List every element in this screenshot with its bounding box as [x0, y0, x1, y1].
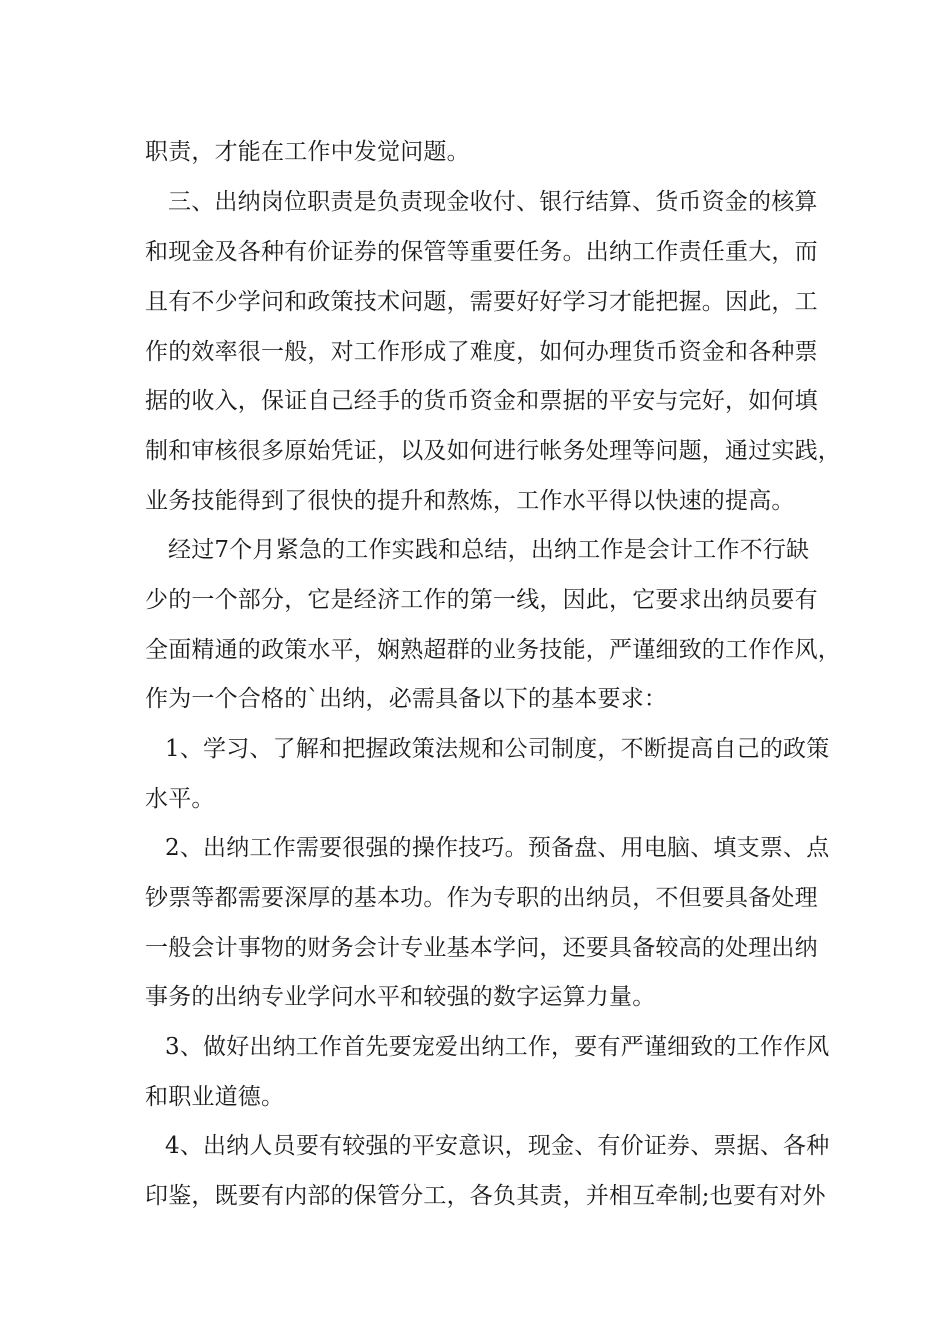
text-line: 据的收入，保证自己经手的货币资金和票据的平安与完好，如何填 — [145, 388, 818, 414]
text-line: 事务的出纳专业学问水平和较强的数字运算力量。 — [145, 984, 656, 1010]
text-line: 4、出纳人员要有较强的平安意识，现金、有价证券、票据、各种 — [165, 1133, 830, 1159]
text-line: 1、学习、了解和把握政策法规和公司制度，不断提高自己的政策 — [165, 736, 830, 762]
text-line: 作为一个合格的`出纳，必需具备以下的基本要求： — [145, 686, 668, 712]
text-line: 业务技能得到了很快的提升和熬炼，工作水平得以快速的提高。 — [145, 488, 795, 514]
text-line: 职责，才能在工作中发觉问题。 — [145, 139, 470, 165]
text-line: 水平。 — [145, 786, 215, 812]
text-line: 且有不少学问和政策技术问题，需要好好学习才能把握。因此，工 — [145, 289, 818, 315]
text-line: 3、做好出纳工作首先要宠爱出纳工作，要有严谨细致的工作作风 — [165, 1034, 830, 1060]
text-line: 全面精通的政策水平，娴熟超群的业务技能，严谨细致的工作作风， — [145, 637, 841, 663]
text-line: 三、出纳岗位职责是负责现金收付、银行结算、货币资金的核算 — [168, 189, 818, 215]
text-line: 和现金及各种有价证券的保管等重要任务。出纳工作责任重大，而 — [145, 239, 818, 265]
text-line: 作的效率很一般，对工作形成了难度，如何办理货币资金和各种票 — [145, 339, 818, 365]
text-line: 少的一个部分，它是经济工作的第一线，因此，它要求出纳员要有 — [145, 587, 818, 613]
text-line: 经过7个月紧急的工作实践和总结，出纳工作是会计工作不行缺 — [168, 537, 810, 563]
text-line: 一般会计事物的财务会计专业基本学问，还要具备较高的处理出纳 — [145, 935, 818, 961]
text-line: 和职业道德。 — [145, 1084, 285, 1110]
text-line: 制和审核很多原始凭证，以及如何进行帐务处理等问题，通过实践， — [145, 438, 841, 464]
text-line: 钞票等都需要深厚的基本功。作为专职的出纳员，不但要具备处理 — [145, 885, 818, 911]
text-line: 印鉴，既要有内部的保管分工，各负其责，并相互牵制;也要有对外 — [145, 1183, 826, 1209]
text-line: 2、出纳工作需要很强的操作技巧。预备盘、用电脑、填支票、点 — [165, 835, 830, 861]
